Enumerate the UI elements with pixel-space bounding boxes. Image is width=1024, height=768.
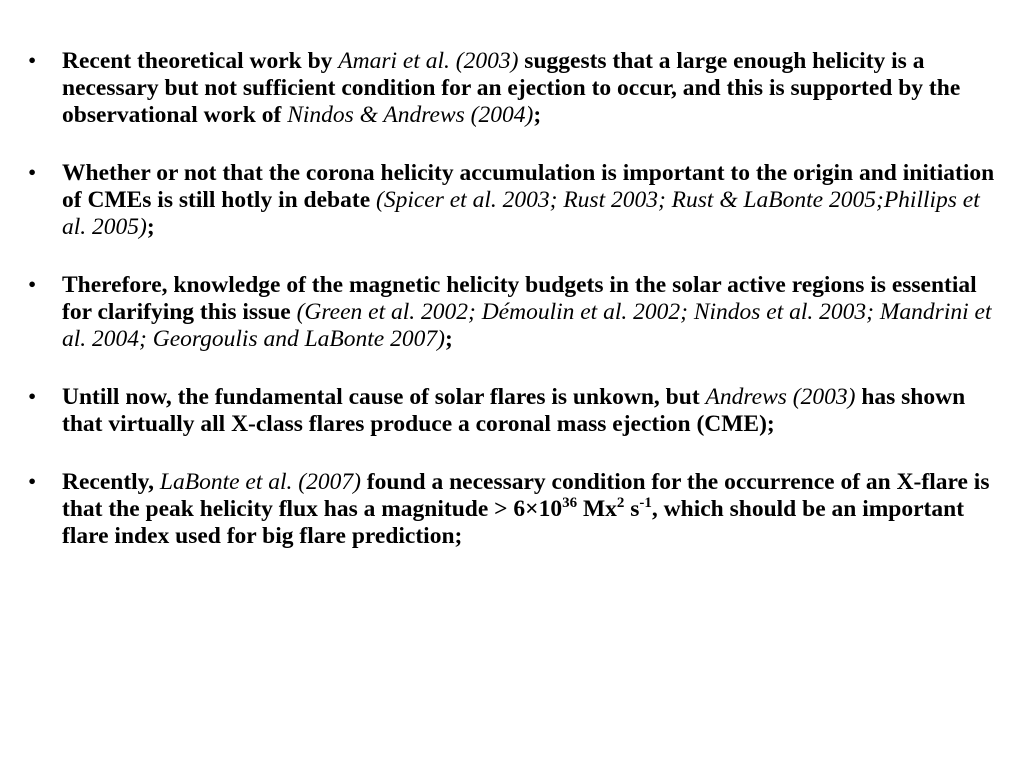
bullet-text: found a necessary condition for the occurrence of an X-flare is that the peak helicity flux has a magnitude > 6×10 [62,469,990,522]
citation: Amari et al. (2003) [338,48,519,74]
bullet-item-corona-helicity [28,160,1008,241]
bullet-marker: • [28,160,37,186]
bullet-item-labonte [28,469,1008,550]
bullet-text: , which should be an important flare index used for big flare prediction; [62,496,965,549]
bullet-marker: • [28,469,37,495]
bullet-text: s [624,496,640,522]
citation: (Green et al. 2002; Démoulin et al. 2002; Nindos et al. 2003; Mandrini et al. 2004; Georgoulis and LaBonte 2007) [62,299,992,352]
citation: Nindos & Andrews (2004) [287,102,534,128]
bullet-text: has shown that virtually all X-class flares produce a coronal mass ejection (CME); [62,384,966,437]
bullet-text: Recently, [62,469,160,495]
bullet-marker: • [28,272,37,298]
bullet-marker: • [28,384,37,410]
bullet-text: Untill now, the fundamental cause of solar flares is unkown, but [62,384,706,410]
bullet-text: Therefore, knowledge of the magnetic helicity budgets in the solar active regions is essential for clarifying this issue [62,272,977,325]
bullet-text: ; [444,326,453,352]
bullet-item-amari [28,48,1008,129]
superscript-exponent: 2 [616,495,625,511]
citation: Andrews (2003) [705,384,856,410]
bullet-list [28,48,1008,581]
bullet-item-helicity-budgets [28,272,1008,353]
superscript-exponent: 36 [562,495,578,511]
bullet-text: ; [146,214,155,240]
bullet-text: Recent theoretical work by [62,48,339,74]
bullet-item-solar-flares [28,384,1008,438]
citation: (Spicer et al. 2003; Rust 2003; Rust & LaBonte 2005;Phillips et al. 2005) [62,187,980,240]
citation: LaBonte et al. (2007) [159,469,361,495]
bullet-text: ; [533,102,542,128]
bullet-text: Mx [577,496,617,522]
superscript-exponent: -1 [639,495,652,511]
bullet-marker: • [28,48,37,74]
bullet-text: Whether or not that the corona helicity accumulation is important to the origin and initiation of CMEs is still hotly in debate [62,160,995,213]
bullet-text: suggests that a large enough helicity is a necessary but not sufficient condition for an ejection to occur, and this is supported by the observational work of [62,48,961,128]
